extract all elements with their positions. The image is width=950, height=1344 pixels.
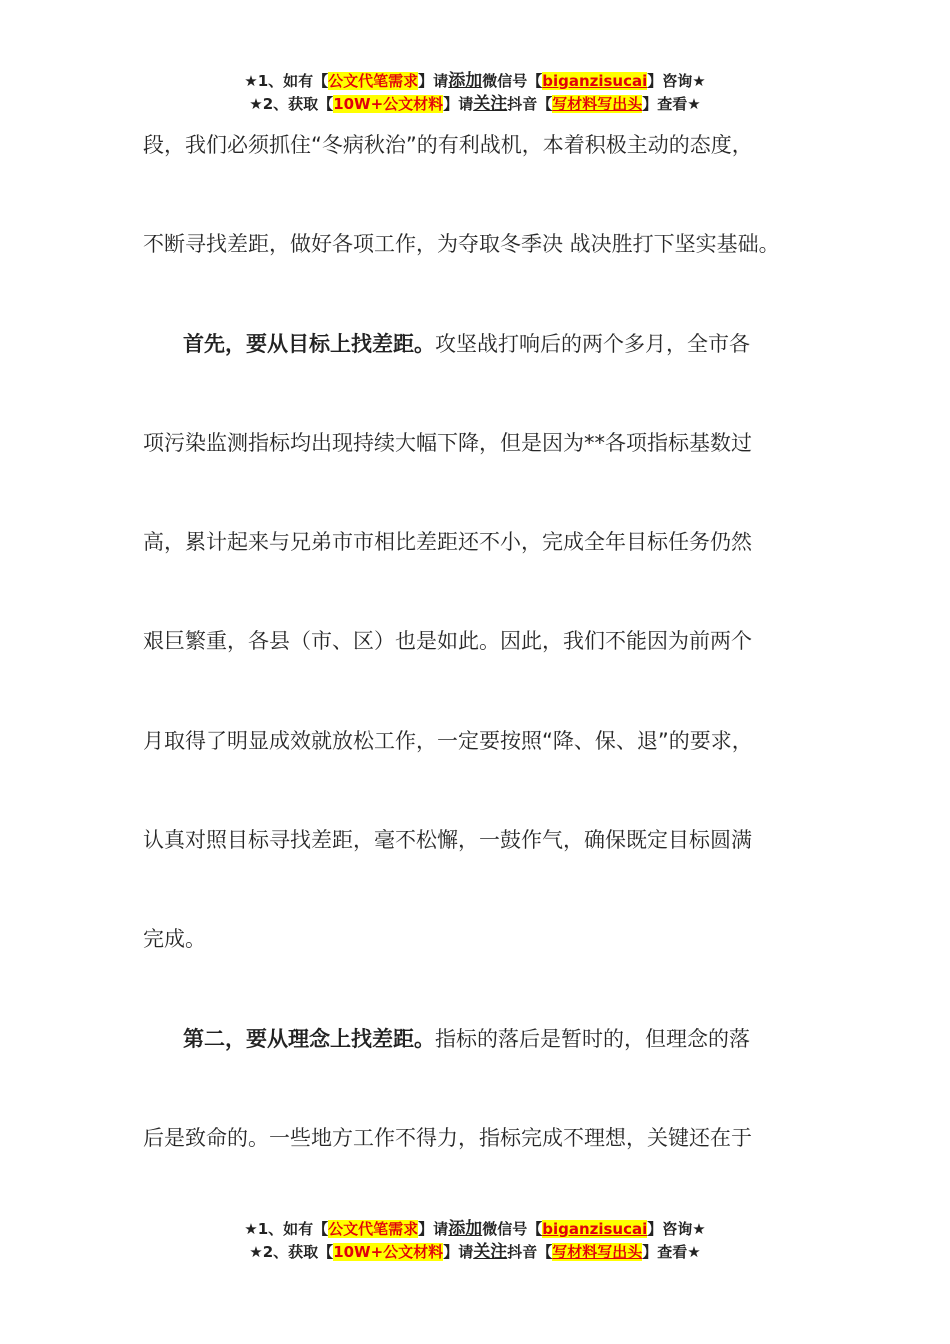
document-body <box>143 120 833 1212</box>
text-line: 项污染监测指标均出现持续大幅下降，但是因为**各项指标基数过 <box>143 430 752 455</box>
banner-line-2: ★2、获取【10W+公文材料】请关注抖音【写材料写出头】查看★ <box>249 1242 701 1262</box>
highlight-service: 公文代笔需求 <box>328 72 419 90</box>
banner-line-1: ★1、如有【公文代笔需求】请添加微信号【biganzisucai】咨询★ <box>244 1219 706 1239</box>
wechat-id: biganzisucai <box>542 1220 648 1238</box>
text-line: 后是致命的。一些地方工作不得力，指标完成不理想，关键还在于 <box>143 1125 752 1150</box>
lead-heading: 第二，要从理念上找差距。 <box>183 1026 435 1051</box>
highlight-service: 公文代笔需求 <box>328 1220 419 1238</box>
header-banner <box>0 70 950 116</box>
text-line: 段，我们必须抓住“冬病秋治”的有利战机，本着积极主动的态度， <box>143 133 753 157</box>
footer-banner <box>0 1218 950 1264</box>
douyin-account: 写材料写出头 <box>552 95 643 113</box>
text-line: 不断寻找差距，做好各项工作，为夺取冬季决 战决胜打下坚实基础。 <box>143 232 780 257</box>
text-line: 高，累计起来与兄弟市市相比差距还不小，完成全年目标任务仍然 <box>143 530 752 555</box>
text-line: 艰巨繁重，各县（市、区）也是如此。因此，我们不能因为前两个 <box>143 629 752 654</box>
text-line: 完成。 <box>143 927 206 952</box>
paragraph-second-heading-line: 第二，要从理念上找差距。指标的落后是暂时的，但理念的落 <box>183 1026 750 1051</box>
banner-line-2: ★2、获取【10W+公文材料】请关注抖音【写材料写出头】查看★ <box>249 94 701 114</box>
text-line: 认真对照目标寻找差距，毫不松懈，一鼓作气，确保既定目标圆满 <box>143 828 752 853</box>
highlight-materials: 10W+公文材料 <box>333 1243 444 1261</box>
highlight-materials: 10W+公文材料 <box>333 95 444 113</box>
text-line: 月取得了明显成效就放松工作，一定要按照“降、保、退”的要求， <box>143 728 753 753</box>
douyin-account: 写材料写出头 <box>552 1243 643 1261</box>
wechat-id: biganzisucai <box>542 72 648 90</box>
lead-heading: 首先，要从目标上找差距。 <box>183 331 435 356</box>
paragraph-first-heading-line: 首先，要从目标上找差距。攻坚战打响后的两个多月，全市各 <box>183 331 750 356</box>
banner-line-1: ★1、如有【公文代笔需求】请添加微信号【biganzisucai】咨询★ <box>244 71 706 91</box>
